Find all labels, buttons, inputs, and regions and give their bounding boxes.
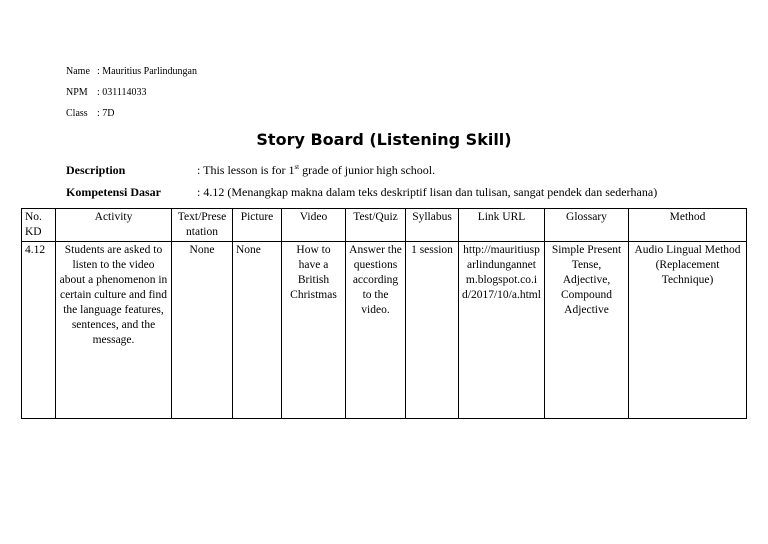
student-class-line (66, 108, 115, 120)
class-label: Class (66, 108, 88, 119)
cell-text-presentation: None (172, 242, 233, 419)
cell-glossary: Simple Present Tense, Adjective, Compound Adjective (545, 242, 629, 419)
header-no-kd: No. KD (22, 209, 56, 242)
cell-method: Audio Lingual Method (Replacement Technique) (629, 242, 747, 419)
table-row (22, 242, 747, 419)
header-method: Method (629, 209, 747, 242)
kompetensi-line (66, 185, 657, 200)
header-video: Video (282, 209, 346, 242)
cell-no-kd: 4.12 (22, 242, 56, 419)
description-value: : This lesson is for 1st grade of junior high school. (197, 163, 436, 177)
table-header-row (22, 209, 747, 242)
kompetensi-label: Kompetensi Dasar (66, 185, 161, 199)
description-label: Description (66, 163, 126, 177)
name-label: Name (66, 66, 90, 77)
name-value: : Mauritius Parlindungan (97, 66, 197, 77)
cell-syllabus: 1 session (406, 242, 459, 419)
kompetensi-value: : 4.12 (Menangkap makna dalam teks deskriptif lisan dan tulisan, sangat pendek dan sederhana) (197, 185, 658, 199)
student-npm-line (66, 87, 147, 99)
student-name-line (66, 66, 197, 78)
description-line (66, 163, 435, 178)
npm-value: : 031114033 (97, 87, 147, 98)
cell-link-url[interactable]: http://mauritiusparlindungannetm.blogspot.co.id/2017/10/a.html (459, 242, 545, 419)
header-picture: Picture (233, 209, 282, 242)
header-test-quiz: Test/Quiz (346, 209, 406, 242)
npm-label: NPM (66, 87, 88, 98)
cell-picture: None (233, 242, 282, 419)
header-syllabus: Syllabus (406, 209, 459, 242)
cell-activity: Students are asked to listen to the video about a phenomenon in certain culture and find the language features, sentences, and the message. (56, 242, 172, 419)
cell-video: How to have a British Christmas (282, 242, 346, 419)
header-text-presentation: Text/Presentation (172, 209, 233, 242)
header-link-url: Link URL (459, 209, 545, 242)
cell-test-quiz: Answer the questions according to the video. (346, 242, 406, 419)
class-value: : 7D (97, 108, 115, 119)
page-title: Story Board (Listening Skill) (256, 130, 512, 149)
storyboard-table (21, 208, 747, 419)
header-activity: Activity (56, 209, 172, 242)
header-glossary: Glossary (545, 209, 629, 242)
